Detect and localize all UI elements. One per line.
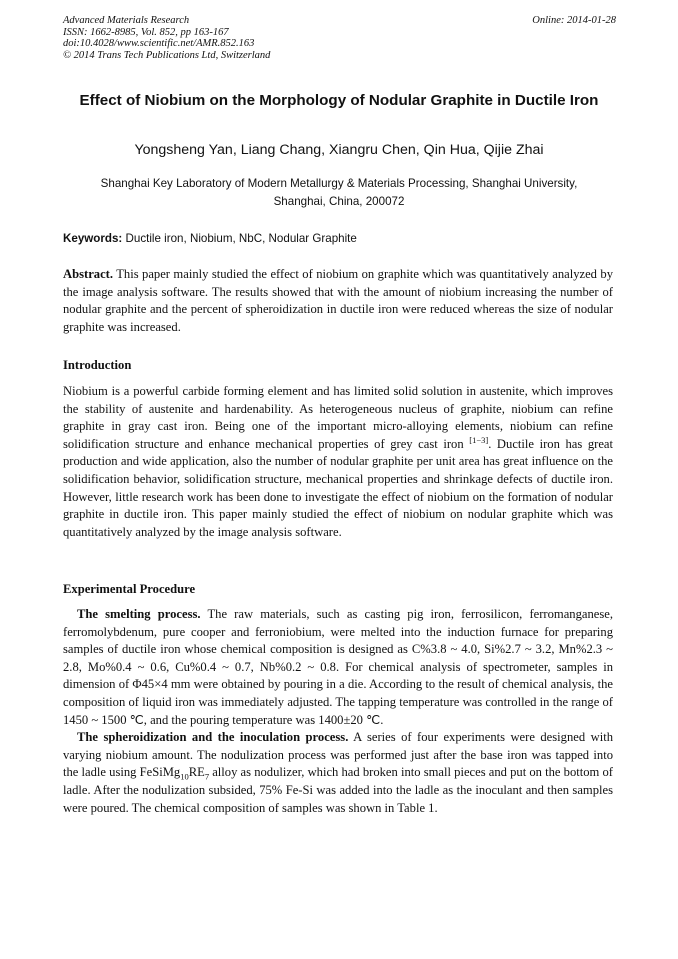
introduction-text-a: Niobium is a powerful carbide forming element and has limited solid solution in austenite, which improves the stability of austenite and hardenability. As heterogeneous nucleus of graphite, niobium can refine graphite in gray cast iron. Being one of the important micro-alloying elements, niobium can refine solidification structure and enhance mechanical properties of grey cast iron xyxy=(63,384,613,451)
subscript-re: 7 xyxy=(204,771,210,782)
subscript-mg: 10 xyxy=(180,771,189,782)
copyright-line: © 2014 Trans Tech Publications Ltd, Switzerland xyxy=(63,49,271,61)
affiliation-line-1: Shanghai Key Laboratory of Modern Metallurgy & Materials Processing, Shanghai University, xyxy=(100,177,578,190)
experimental-heading: Experimental Procedure xyxy=(63,582,196,596)
abstract-text: This paper mainly studied the effect of niobium on graphite which was quantitatively analyzed by the image analysis software. The results showed that with the amount of niobium increasing the number of nodular graphite and the percent of spheroidization in ductile iron were reduced whereas the size of nodular graphite was increased. xyxy=(63,267,613,334)
keywords xyxy=(63,232,623,245)
journal-header xyxy=(63,15,616,61)
affiliation xyxy=(56,175,622,211)
paper-title: Effect of Niobium on the Morphology of Nodular Graphite in Ductile Iron xyxy=(79,92,599,109)
smelting-text: The raw materials, such as casting pig iron, ferrosilicon, ferromanganese, ferromolybdenum, pure cooper and ferroniobium, were melted into the induction furnace for preparing samples of ductile iron whose chemical composition is designed as C%3.8 ~ 4.0, Si%2.7 ~ 3.2, Mn%2.3 ~ 2.8, Mo%0.4 ~ 0.6, Cu%0.4 ~ 0.7, Nb%0.2 ~ 0.8. For chemical analysis of spectrometer, samples in dimension of Φ45×4 mm were obtained by pouring in a die. According to the result of chemical analysis, the composition of liquid iron was immediately adjusted. The tapping temperature was controlled in the range of 1450 ~ 1500 ℃, and the pouring temperature was 1400±20 ℃. xyxy=(63,607,614,727)
spheroidization-text-b: alloy as nodulizer, which had broken into small pieces and put on the bottom of ladle. After the nodulization subsided, 75% Fe-Si was added into the ladle as the inoculant and then samples were poured. The chemical composition of samples was shown in Table 1. xyxy=(63,765,613,815)
re-symbol: RE xyxy=(188,765,205,780)
journal-name: Advanced Materials Research xyxy=(63,15,190,26)
author-list: Yongsheng Yan, Liang Chang, Xiangru Chen, Qin Hua, Qijie Zhai xyxy=(134,142,544,158)
doi-line: doi:10.4028/www.scientific.net/AMR.852.163 xyxy=(63,38,255,49)
smelting-paragraph xyxy=(63,606,613,729)
abstract xyxy=(63,266,613,336)
citation-ref[interactable]: [1−3] xyxy=(469,434,489,445)
online-date: Online: 2014-01-28 xyxy=(532,15,616,26)
spheroidization-label: The spheroidization and the inoculation process. xyxy=(77,730,349,745)
keywords-label: Keywords: xyxy=(63,232,123,245)
issn-line: ISSN: 1662-8985, Vol. 852, pp 163-167 xyxy=(63,26,229,38)
affiliation-line-2: Shanghai, China, 200072 xyxy=(273,195,405,208)
introduction-text-b: . Ductile iron has great production and wide application, also the number of nodular graphite per unit area has great influence on the solidification behavior, solidification structure, mechanical properties and shrinkage defects of ductile iron. However, little research work has been done to investigate the effect of niobium on the formation of nodular graphite in ductile iron. This paper mainly studied the effect of niobium on nodular graphite which was quantitatively analyzed by the image analysis software. xyxy=(63,436,614,539)
keywords-text: Ductile iron, Niobium, NbC, Nodular Graphite xyxy=(125,232,357,245)
introduction-heading: Introduction xyxy=(63,358,132,372)
abstract-label: Abstract. xyxy=(63,267,114,281)
introduction-paragraph xyxy=(63,383,613,541)
spheroidization-text-a: A series of four experiments were designed with varying niobium amount. The nodulization process was performed just after the base iron was tapped into the ladle using FeSiMg xyxy=(63,730,613,780)
abstract-paragraph xyxy=(63,266,613,336)
introduction-section xyxy=(63,383,613,541)
smelting-label: The smelting process. xyxy=(77,607,201,621)
spheroidization-paragraph xyxy=(63,729,613,817)
experimental-section xyxy=(63,606,613,817)
